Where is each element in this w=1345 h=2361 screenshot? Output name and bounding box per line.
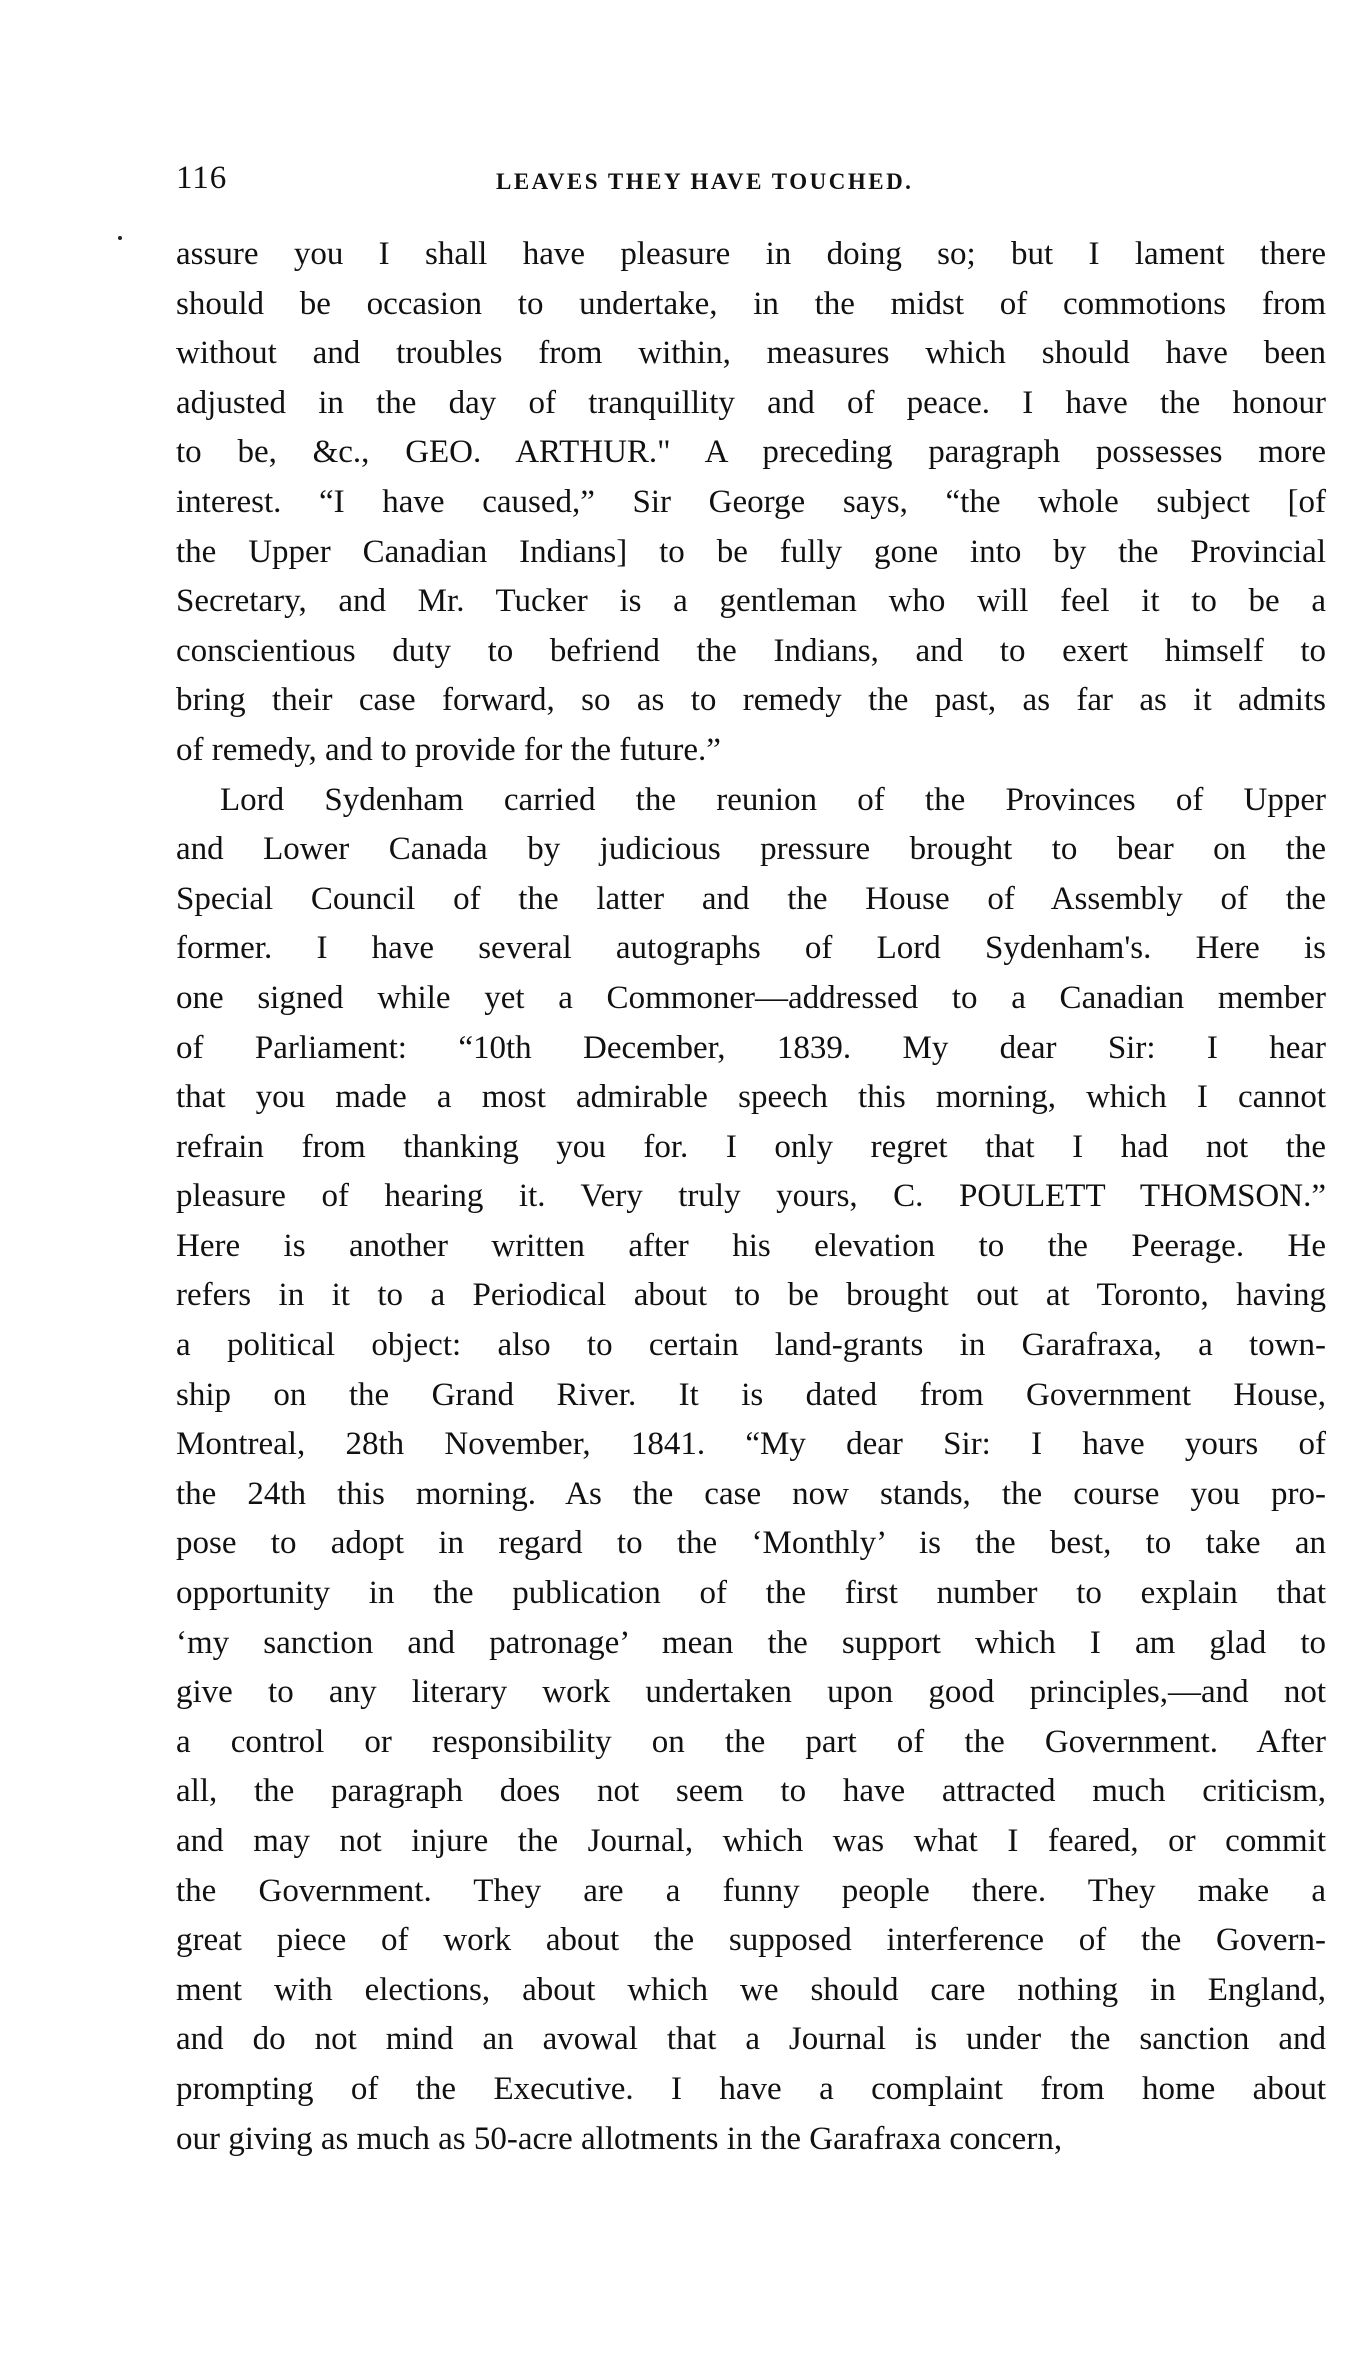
running-title: LEAVES THEY HAVE TOUCHED.	[496, 169, 914, 194]
text-line: great piece of work about the supposed interference of the Govern-	[176, 1922, 1326, 1959]
ink-speck	[118, 236, 122, 240]
text-line: assure you I shall have pleasure in doing so; but I lament there	[176, 236, 1326, 272]
text-line: the Government. They are a funny people there. They make a	[176, 1872, 1326, 1909]
page-number: 116	[176, 160, 228, 196]
text-line: a political object: also to certain land-grants in Garafraxa, a town-	[176, 1327, 1326, 1364]
text-line: should be occasion to undertake, in the midst of commotions from	[176, 285, 1326, 322]
text-line: Secretary, and Mr. Tucker is a gentleman who will feel it to be a	[176, 583, 1326, 620]
text-line: adjusted in the day of tranquillity and of peace. I have the honour	[176, 384, 1326, 421]
text-line: the Upper Canadian Indians] to be fully gone into by the Provincial	[176, 533, 1326, 570]
text-line: Lord Sydenham carried the reunion of the Provinces of Upper	[220, 781, 1326, 818]
text-line: ship on the Grand River. It is dated from Government House,	[176, 1376, 1326, 1413]
text-line: of remedy, and to provide for the future.”	[176, 731, 721, 768]
text-line: the 24th this morning. As the case now stands, the course you pro-	[176, 1475, 1326, 1512]
text-line: and do not mind an avowal that a Journal is under the sanction and	[176, 2021, 1326, 2058]
text-line: prompting of the Executive. I have a complaint from home about	[176, 2070, 1326, 2107]
text-line: pleasure of hearing it. Very truly yours, C. POULETT THOMSON.”	[176, 1178, 1326, 1215]
body-text	[176, 230, 1326, 2164]
paragraph	[176, 230, 1326, 776]
text-line: and Lower Canada by judicious pressure brought to bear on the	[176, 831, 1326, 868]
text-line: Montreal, 28th November, 1841. “My dear Sir: I have yours of	[176, 1426, 1326, 1463]
text-line: without and troubles from within, measures which should have been	[176, 335, 1326, 372]
text-line: that you made a most admirable speech this morning, which I cannot	[176, 1079, 1326, 1116]
text-line: to be, &c., GEO. ARTHUR." A preceding paragraph possesses more	[176, 434, 1326, 471]
text-line: former. I have several autographs of Lord Sydenham's. Here is	[176, 930, 1326, 967]
text-line: pose to adopt in regard to the ‘Monthly’ is the best, to take an	[176, 1525, 1326, 1562]
text-line: refrain from thanking you for. I only regret that I had not the	[176, 1128, 1326, 1165]
text-line: interest. “I have caused,” Sir George says, “the whole subject [of	[176, 483, 1326, 520]
text-line: opportunity in the publication of the first number to explain that	[176, 1575, 1326, 1612]
text-line: give to any literary work undertaken upon good principles,—and not	[176, 1674, 1326, 1711]
text-line: all, the paragraph does not seem to have attracted much criticism,	[176, 1773, 1326, 1810]
text-line: refers in it to a Periodical about to be brought out at Toronto, having	[176, 1277, 1326, 1314]
text-line: Special Council of the latter and the House of Assembly of the	[176, 880, 1326, 917]
text-line: ‘my sanction and patronage’ mean the support which I am glad to	[176, 1624, 1326, 1661]
text-line: Here is another written after his elevation to the Peerage. He	[176, 1227, 1326, 1264]
text-line: a control or responsibility on the part of the Government. After	[176, 1723, 1326, 1760]
paragraph	[176, 776, 1326, 2165]
text-line: one signed while yet a Commoner—addressed to a Canadian member	[176, 979, 1326, 1016]
text-line: our giving as much as 50-acre allotments in the Garafraxa concern,	[176, 2120, 1063, 2157]
text-line: of Parliament: “10th December, 1839. My dear Sir: I hear	[176, 1029, 1326, 1066]
text-line: bring their case forward, so as to remedy the past, as far as it admits	[176, 682, 1326, 719]
running-header	[176, 160, 1326, 210]
text-line: conscientious duty to befriend the Indians, and to exert himself to	[176, 632, 1326, 669]
text-line: and may not injure the Journal, which was what I feared, or commit	[176, 1823, 1326, 1859]
text-line: ment with elections, about which we should care nothing in England,	[176, 1971, 1326, 2008]
